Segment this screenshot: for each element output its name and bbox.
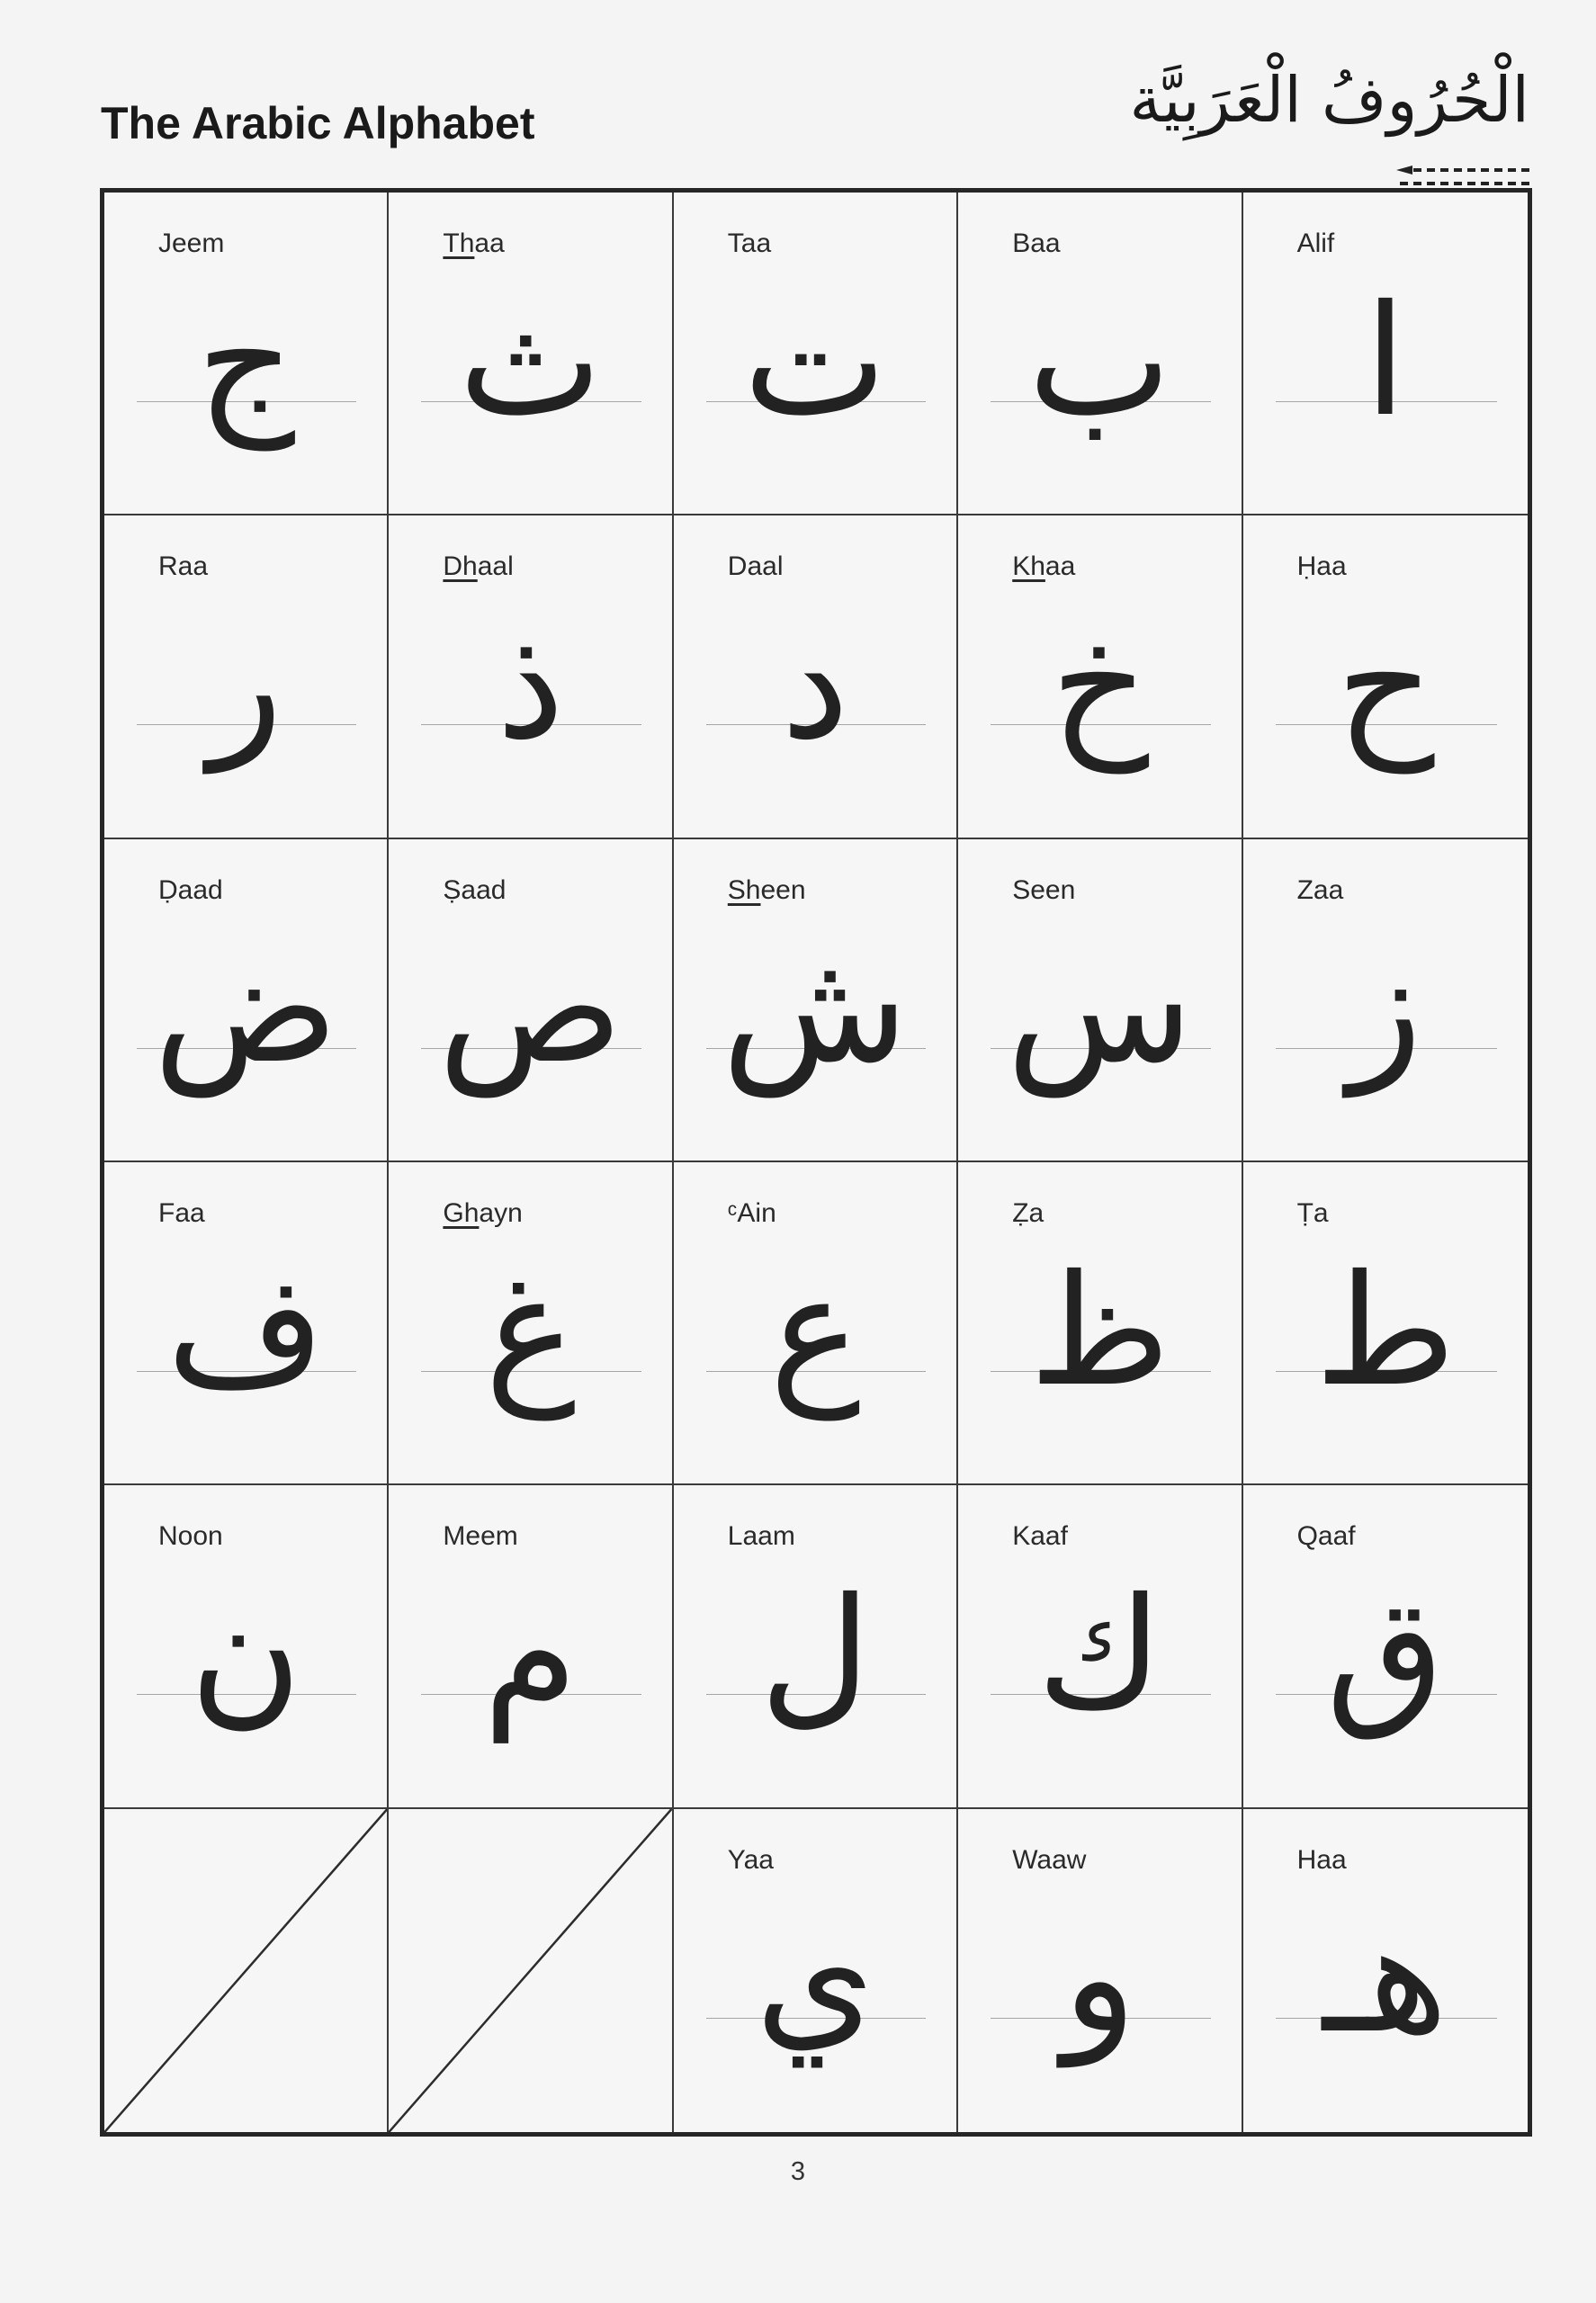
letter-cell: [389, 839, 673, 1162]
arabic-letter: د: [781, 596, 849, 775]
letter-name-part: Waaw: [1012, 1844, 1087, 1875]
arabic-letter: س: [1006, 919, 1194, 1098]
letter-cell: [674, 193, 958, 515]
letter-cell: [1243, 1162, 1528, 1485]
letter-name: [1012, 551, 1075, 582]
arabic-letter: ا: [1364, 273, 1407, 451]
arabic-letter: ص: [437, 919, 623, 1098]
letter-name-part: Seen: [1012, 874, 1076, 905]
letter-name: [158, 875, 223, 906]
letter-name: [728, 229, 771, 259]
letter-cell: [1243, 193, 1528, 515]
arabic-letter: ذ: [496, 596, 565, 775]
letter-name-part: een: [760, 874, 806, 905]
arabic-letter: ث: [458, 273, 603, 451]
arabic-letter: ج: [196, 273, 296, 451]
letter-name-part: Kh: [1012, 551, 1045, 582]
diagonal-slash: [104, 1809, 387, 2132]
arabic-letter: ر: [209, 596, 283, 775]
letter-name-part: ayn: [479, 1198, 523, 1228]
letter-name-part: Qaaf: [1296, 1521, 1356, 1552]
arabic-letter: غ: [484, 1242, 577, 1420]
letter-name: [443, 875, 506, 906]
arabic-letter: ح: [1335, 596, 1435, 775]
letter-name-part: aa: [474, 229, 505, 258]
letter-cell: [674, 515, 958, 838]
letter-cell: [104, 839, 389, 1162]
letter-cell: [958, 515, 1242, 838]
letter-name: [728, 551, 784, 582]
letter-cell: [389, 1485, 673, 1808]
letter-name: [158, 229, 224, 259]
arabic-letter: ي: [755, 1888, 875, 2067]
letter-name-part: Taa: [727, 229, 772, 258]
letter-cell: [958, 193, 1242, 515]
letter-name: [443, 551, 513, 582]
letter-cell: [104, 1162, 389, 1485]
letter-name: [1297, 1845, 1347, 1876]
letter-name: [443, 229, 504, 259]
arabic-letter: ك: [1036, 1565, 1163, 1744]
arabic-letter: ت: [742, 273, 888, 451]
letter-cell: [389, 515, 673, 838]
letter-cell: [104, 1485, 389, 1808]
letter-name-part: Sh: [727, 874, 761, 905]
letter-name: [1012, 875, 1075, 906]
letter-name: [1012, 1845, 1086, 1876]
diagonal-slash: [389, 1809, 671, 2132]
arabic-letter: و: [1063, 1888, 1137, 2067]
letter-name-part: Raa: [158, 551, 209, 582]
letter-name-part: Noon: [158, 1521, 223, 1552]
letter-name-part: Ḍaad: [158, 874, 223, 905]
letter-name: [728, 1845, 774, 1876]
arabic-letter: ب: [1027, 273, 1172, 451]
letter-name-part: Faa: [158, 1198, 205, 1228]
letter-name: [1297, 1521, 1356, 1552]
empty-cell: [104, 1809, 389, 2132]
letter-name: [1012, 1521, 1068, 1552]
letter-name-part: Laam: [727, 1521, 795, 1552]
letter-name: [1297, 551, 1347, 582]
letter-name-part: Ṭa: [1296, 1198, 1329, 1228]
arabic-letter: ش: [722, 919, 909, 1098]
letter-name: [728, 1521, 795, 1552]
letter-name-part: Dh: [443, 551, 478, 582]
alphabet-grid: [100, 188, 1532, 2137]
letter-cell: [958, 1809, 1242, 2132]
letter-name-part: Th: [443, 229, 475, 258]
letter-name-part: aal: [477, 551, 514, 582]
letter-name: [158, 551, 208, 582]
letter-name: [1297, 875, 1344, 906]
letter-name: [728, 875, 806, 906]
arabic-page-title: الْحُرُوفُ الْعَرَبِيَّة: [1129, 63, 1529, 137]
arabic-letter: خ: [1050, 596, 1150, 775]
letter-name-part: Zaa: [1296, 874, 1344, 905]
letter-name: [443, 1198, 522, 1229]
letter-name-part: Yaa: [727, 1844, 774, 1875]
letter-name: [443, 1521, 517, 1552]
arabic-letter: ف: [166, 1242, 326, 1420]
letter-name: [1012, 1198, 1044, 1229]
letter-cell: [674, 1809, 958, 2132]
letter-name-part: Daal: [727, 551, 784, 582]
letter-name-part: Baa: [1012, 229, 1061, 258]
letter-cell: [104, 515, 389, 838]
letter-cell: [1243, 1809, 1528, 2132]
letter-name-part: Alif: [1296, 229, 1335, 258]
letter-cell: [389, 1162, 673, 1485]
letter-name-part: Haa: [1296, 1844, 1347, 1875]
arabic-letter: هـ: [1323, 1888, 1448, 2067]
letter-cell: [958, 1162, 1242, 1485]
letter-name-part: Ḥaa: [1296, 551, 1347, 582]
arabic-letter: ع: [769, 1242, 861, 1420]
letter-cell: [674, 1485, 958, 1808]
letter-cell: [958, 1485, 1242, 1808]
page-number: 3: [790, 2157, 806, 2186]
letter-cell: [958, 839, 1242, 1162]
letter-cell: [674, 839, 958, 1162]
arabic-letter: ق: [1325, 1565, 1445, 1744]
arabic-letter: ل: [759, 1565, 871, 1744]
left-arrow-icon: [1396, 166, 1529, 189]
letter-name: [1297, 1198, 1329, 1229]
letter-name-part: Kaaf: [1012, 1521, 1068, 1552]
letter-name-part: Ṣaad: [443, 874, 507, 905]
letter-name: [1012, 229, 1060, 259]
letter-name-part: Ẓa: [1012, 1198, 1045, 1228]
letter-name: [158, 1198, 205, 1229]
arabic-letter: م: [482, 1565, 578, 1744]
letter-cell: [1243, 515, 1528, 838]
arabic-letter: ظ: [1028, 1242, 1170, 1420]
letter-name-part: ᶜAin: [727, 1198, 776, 1228]
arabic-letter: ط: [1314, 1242, 1457, 1420]
arabic-letter: ن: [189, 1565, 302, 1744]
letter-name-part: Gh: [443, 1198, 480, 1228]
page-title: The Arabic Alphabet: [101, 98, 535, 148]
letter-cell: [1243, 1485, 1528, 1808]
empty-cell: [389, 1809, 673, 2132]
letter-name: [728, 1198, 776, 1229]
letter-name-part: aa: [1045, 551, 1076, 582]
letter-name-part: Jeem: [158, 229, 225, 258]
letter-name: [1297, 229, 1335, 259]
letter-cell: [104, 193, 389, 515]
arabic-letter: ز: [1348, 919, 1422, 1098]
letter-cell: [674, 1162, 958, 1485]
letter-name: [158, 1521, 223, 1552]
arabic-letter: ض: [153, 919, 338, 1098]
letter-cell: [389, 193, 673, 515]
letter-name-part: Meem: [443, 1521, 518, 1552]
letter-cell: [1243, 839, 1528, 1162]
